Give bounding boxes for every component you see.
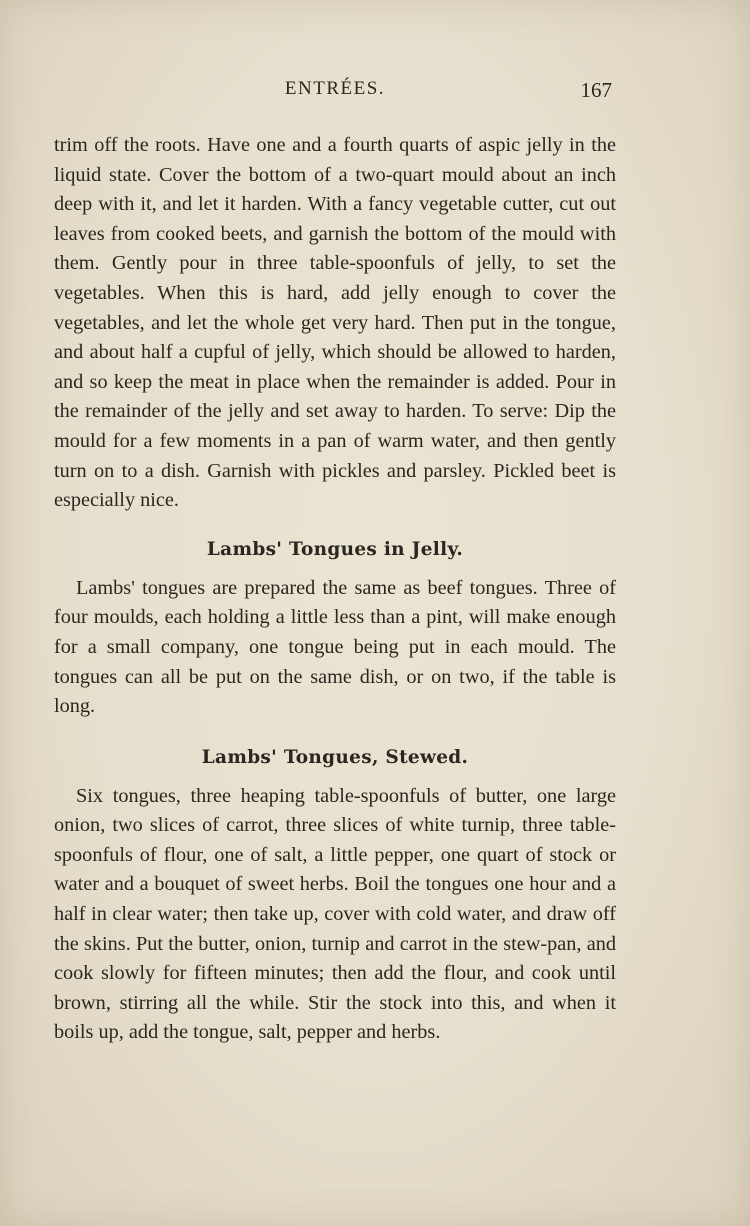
paragraph-lambs-tongues-jelly: Lambs' tongues are prepared the same as beef tongues. Three of four moulds, each holding a little less than a pint, will make enough for a small company, one tongue being put in each mould. The tongues can all be put on the same dish, or on two, if the table is long. (54, 576, 616, 718)
page-header (54, 78, 616, 108)
section-heading-lambs-tongues-stewed: Lambs' Tongues, Stewed. (201, 746, 469, 768)
page-number: 167 (580, 78, 612, 102)
continued-paragraph: trim off the roots. Have one and a fourth quarts of aspic jelly in the liquid state. Cover the bottom of a two-quart mould about an inch deep with it, and let it harden. With a fancy vegetable cutter, cut out leaves from cooked beets, and garnish the bottom of the mould with them. Gently pour in three table-spoonfuls of jelly, to set the vegetables. When this is hard, add jelly enough to cover the vegetables, and let the whole get very hard. Then put in the tongue, and about half a cupful of jelly, which should be allowed to harden, and so keep the meat in place when the remainder is added. Pour in the remainder of the jelly and set away to harden. To serve: Dip the mould for a few moments in a pan of warm water, and then gently turn on to a dish. Garnish with pickles and parsley. Pickled beet is especially nice. (54, 134, 616, 512)
section-heading-lambs-tongues-jelly: Lambs' Tongues in Jelly. (206, 538, 464, 560)
paragraph-lambs-tongues-stewed: Six tongues, three heaping table-spoonfuls of butter, one large onion, two slices of carrot, three slices of white turnip, three table-spoonfuls of flour, one of salt, a little pepper, one quart of stock or water and a bouquet of sweet herbs. Boil the tongues one hour and a half in clear water; then take up, cover with cold water, and draw off the skins. Put the butter, onion, turnip and carrot in the stew-pan, and cook slowly for fifteen minutes; then add the flour, and cook until brown, stirring all the while. Stir the stock into this, and when it boils up, add the tongue, salt, pepper and herbs. (54, 784, 616, 1044)
running-head: ENTRÉES. (284, 78, 386, 99)
page-body (54, 131, 616, 1048)
